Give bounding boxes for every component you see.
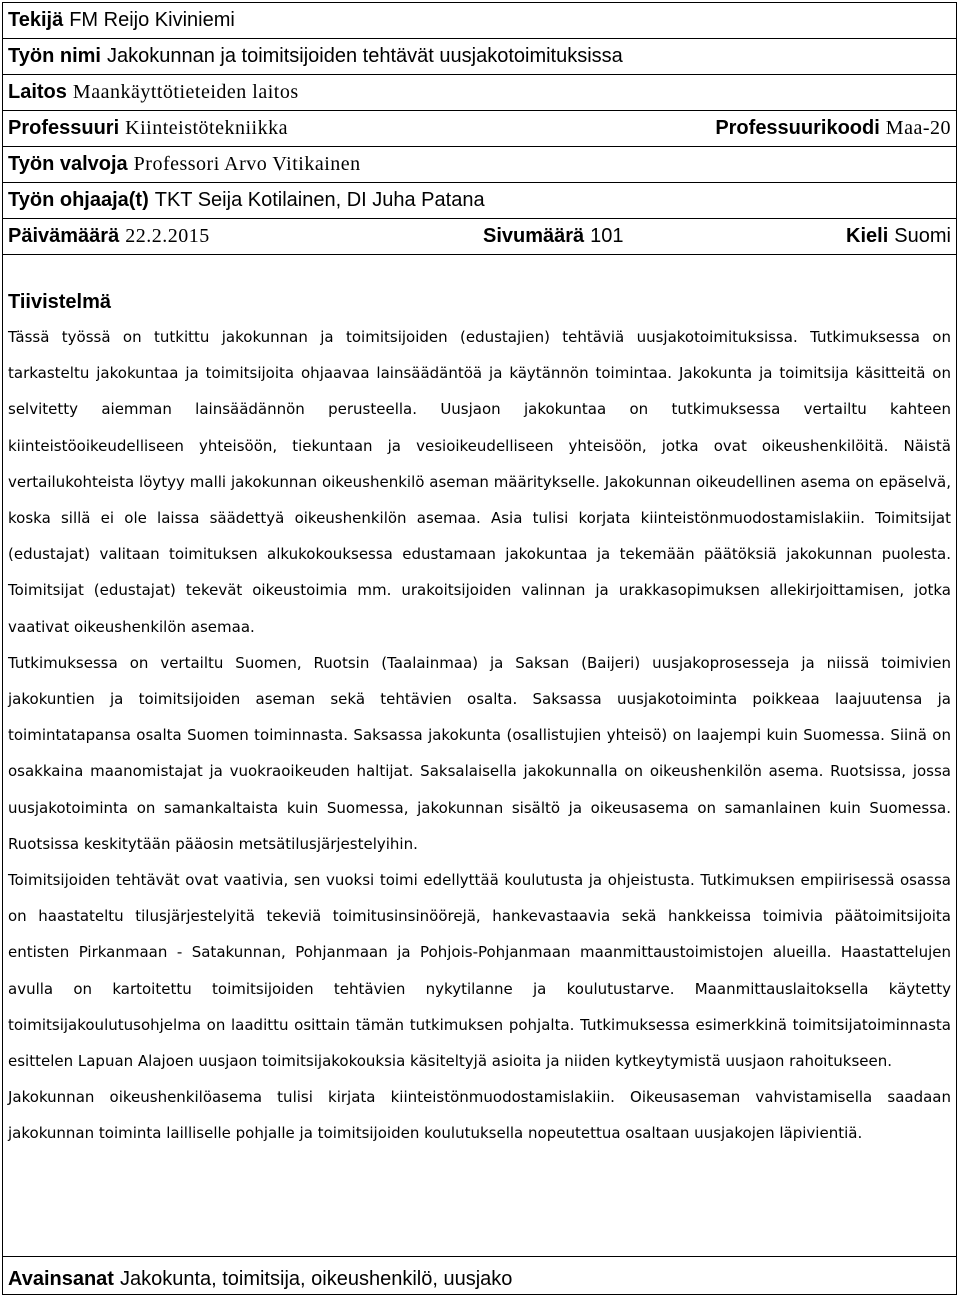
pages-value: 101: [590, 225, 624, 247]
title-value: Jakokunnan ja toimitsijoiden tehtävät uusjakotoimituksissa: [106, 45, 623, 67]
professorship-value: Kiinteistötekniikka: [125, 117, 288, 139]
language-label: Kieli: [846, 225, 889, 247]
abstract-heading: Tiivistelmä: [8, 291, 112, 313]
instructors-label: Työn ohjaaja(t): [8, 189, 149, 211]
date-cell: [8, 225, 483, 248]
department-row: [3, 75, 956, 111]
professorship-code-value: Maa-20: [885, 117, 951, 139]
department-label: Laitos: [8, 81, 67, 103]
date-label: Päivämäärä: [8, 225, 120, 247]
title-row: [3, 39, 956, 75]
keywords-row: [8, 1262, 951, 1296]
pages-cell: [483, 225, 624, 248]
abstract-section: [3, 257, 956, 1257]
language-cell: [846, 225, 951, 248]
professorship-row: [3, 111, 956, 147]
abstract-paragraph-3: Toimitsijoiden tehtävät ovat vaativia, sen vuoksi toimi edellyttää koulutusta ja ohjeistusta. Tutkimuksen empiirisessä osassa on haastateltu tilusjärjestelyitä tekeviä toimitusinsinöörejä, hankevastaavia sekä hankkeissa toimivia päätoimitsijoita entisten Pirkanmaan - Satakunnan, Pohjanmaan ja Pohjois-Pohjanmaan maanmittaustoimistojen alueilla. Haastattelujen avulla on kartoitettu toimitsijoiden tehtävien nykytilanne ja koulutustarve. Maanmittauslaitoksella käytetty toimitsijakoulutusohjelma on laadittu osittain tämän tutkimuksen pohjalta. Tutkimuksessa esimerkkinä toimitsijatoiminnasta esittelen Lapuan Alajoen uusjaon toimitsijakokouksia käsiteltyjä asioita ja niiden kytkeytymistä uusjaon rahoitukseen.: [8, 871, 951, 1071]
author-label: Tekijä: [8, 9, 64, 31]
keywords-label: Avainsanat: [8, 1267, 114, 1290]
abstract-paragraph-4: Jakokunnan oikeushenkilöasema tulisi kirjata kiinteistönmuodostamislakiin. Oikeusaseman vahvistamisella saadaan jakokunnan toiminta lailliselle pohjalle ja toimitsijoiden koulutuksella nopeutettua osaltaan uusjakojen läpivientiä.: [8, 1088, 951, 1143]
department-value: Maankäyttötieteiden laitos: [72, 81, 299, 103]
professorship-code-label: Professuurikoodi: [715, 117, 880, 139]
supervisor-row: [3, 147, 956, 183]
abstract-paragraph-1: Tässä työssä on tutkittu jakokunnan ja toimitsijoiden (edustajien) tehtäviä uusjakotoimituksissa. Tutkimuksessa on tarkasteltu jakokuntaa ja toimitsijoita ohjaavaa lainsäädäntöä ja käytännön toimintaa. Jakokunta ja toimitsija käsitteitä on selvitetty aiemman lainsäädännön perusteella. Uusjaon jakokuntaa on tutkimuksessa vertailtu kahteen kiinteistöoikeudelliseen yhteisöön, tiekuntaan ja vesioikeudelliseen yhteisöön, jotka ovat oikeushenkilöitä. Näistä vertailukohteista löytyy malli jakokunnan oikeushenkilö aseman määritykselle. Jakokunnan oikeudellinen asema on epäselvä, koska sillä ei ole laissa säädettyä oikeushenkilön asemaa. Asia tulisi korjata kiinteistönmuodostamislakiin. Toimitsijat (edustajat) valitaan toimituksen alkukokouksessa edustamaan jakokuntaa ja tekemään päätöksiä jakokunnan puolesta. Toimitsijat (edustajat) tekevät oikeustoimia mm. urakoitsijoiden valinnan ja urakkasopimuksen allekirjoittamisen, jotka vaativat oikeushenkilön asemaa.: [8, 328, 951, 636]
abstract-paragraph-2: Tutkimuksessa on vertailtu Suomen, Ruotsin (Taalainmaa) ja Saksan (Baijeri) uusjakoprosesseja ja niissä toimivien jakokuntien ja toimitsijoiden aseman sekä tehtävien osalta. Saksassa uusjakotoiminta poikkeaa laajuutensa ja toimintatapansa osalta Suomen toiminnasta. Saksassa jakokunta (osallistujien yhteisö) on laajempi kuin Suomessa. Siinä on osakkaina maanomistajat ja vuokraoikeuden haltijat. Saksalaisella jakokunnalla on oikeushenkilön asema. Ruotsissa, jossa uusjakotoiminta on samankaltaista kuin Suomessa, jakokunnan sisältö ja oikeusasema on samanlainen kuin Suomessa. Ruotsissa keskitytään pääosin metsätilusjärjestelyihin.: [8, 653, 951, 853]
instructors-value: TKT Seija Kotilainen, DI Juha Patana: [154, 189, 485, 211]
keywords-value: Jakokunta, toimitsija, oikeushenkilö, uusjako: [119, 1267, 513, 1290]
date-pages-language-row: [3, 219, 956, 255]
author-value: FM Reijo Kiviniemi: [69, 9, 235, 31]
supervisor-value: Professori Arvo Vitikainen: [133, 153, 361, 175]
instructors-row: [3, 183, 956, 219]
professorship-code-cell: [715, 117, 951, 140]
professorship-label: Professuuri: [8, 117, 120, 139]
title-label: Työn nimi: [8, 45, 101, 67]
author-row: [3, 3, 956, 39]
professorship-cell: [8, 117, 288, 140]
language-value: Suomi: [894, 225, 951, 247]
pages-label: Sivumäärä: [483, 225, 585, 247]
supervisor-label: Työn valvoja: [8, 153, 128, 175]
thesis-abstract-page: [2, 2, 957, 1295]
date-value: 22.2.2015: [125, 225, 210, 247]
